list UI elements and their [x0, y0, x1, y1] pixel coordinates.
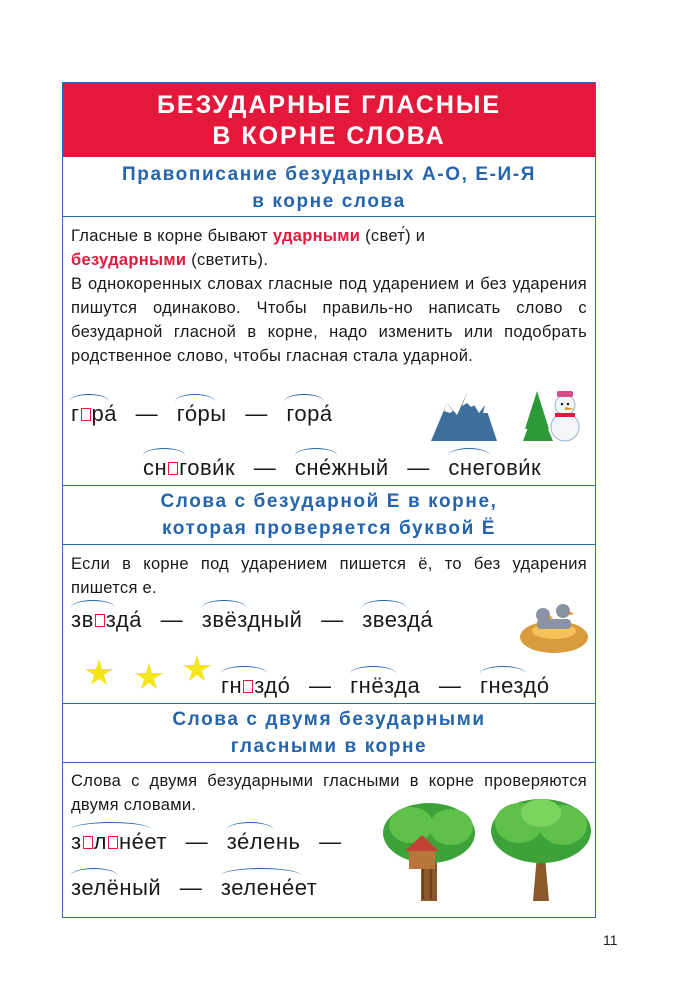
dash: —: [309, 673, 332, 698]
example-word: зелене́ет: [221, 875, 317, 901]
section1-paragraph-1: [71, 224, 587, 272]
section1-title-line-2: в корне слова: [252, 191, 406, 212]
example-word: з л неет: [71, 829, 167, 855]
dash: —: [135, 401, 159, 426]
divider: [63, 485, 595, 486]
divider: [63, 216, 595, 217]
highlight-unstressed: безударными: [71, 251, 187, 269]
section3-title: [63, 706, 595, 760]
example-snegovik: [143, 455, 541, 481]
section3-title-line-1: Слова с двумя безударными: [172, 709, 486, 730]
example-word: г ра: [71, 401, 117, 427]
dash: —: [438, 673, 462, 698]
dash: —: [321, 607, 344, 632]
section1-title-line-1: Правописание безударных А-О, Е-И-Я: [122, 164, 536, 185]
stars-icon: [85, 655, 215, 695]
example-word: зелёный: [71, 875, 161, 901]
section2-title-line-2: которая проверяется буквой Ё: [161, 518, 497, 539]
example-gnezdo: [221, 673, 550, 699]
section1-title: [63, 161, 595, 215]
text-run: (свет́) и: [360, 227, 426, 245]
example-word: сне́жный: [295, 455, 389, 481]
page-number: 11: [603, 932, 618, 948]
example-word: гора́: [286, 401, 332, 427]
dash: —: [160, 607, 184, 632]
section3-paragraph-1: Слова с двумя безударными гласными в корне проверяются двумя словами.: [71, 772, 587, 814]
dash: —: [245, 401, 268, 426]
example-word: сн говик: [143, 455, 235, 481]
section2-paragraph-1: Если в корне под ударением пишется ё, то без ударения пишется е.: [71, 555, 587, 597]
dash: —: [407, 455, 430, 480]
title-line-2: В КОРНЕ СЛОВА: [212, 122, 446, 150]
divider: [63, 703, 595, 704]
example-gora: [71, 401, 333, 427]
missing-letter-box: [243, 680, 253, 693]
example-word: гнездо́: [480, 673, 550, 699]
snowman-icon: [525, 383, 587, 443]
example-zvezda: [71, 607, 433, 633]
missing-letter-box: [168, 462, 178, 475]
dash: —: [253, 455, 277, 480]
dash: —: [179, 875, 203, 900]
example-zeleneet-2: [71, 875, 317, 901]
example-word: го́ры: [177, 401, 227, 427]
dash: —: [319, 829, 342, 854]
section3-title-line-2: гласными в корне: [230, 736, 428, 757]
section2-title-line-1: Слова с безударной Е в корне,: [160, 491, 498, 512]
example-word: звёздный: [202, 607, 303, 633]
example-word: зе́лень: [227, 829, 301, 855]
section1-paragraph-2: В однокоренных словах гласные под ударением и без ударения пишутся одинаково. Чтобы правиль-но написать слово с безударной гласной в корне, надо изменить или подобрать родственное слово, чтобы гласная стала ударной.: [71, 275, 587, 365]
tree-icon: [487, 795, 595, 901]
missing-letter-box: [108, 836, 118, 849]
rule-card: [62, 82, 596, 918]
nest-icon: [519, 597, 589, 653]
example-word: гн здо: [221, 673, 290, 699]
dash: —: [185, 829, 209, 854]
page-title: [63, 83, 595, 157]
mountains-icon: [431, 385, 497, 441]
example-word: снегови́к: [448, 455, 541, 481]
example-word: звезда́: [362, 607, 433, 633]
text-run: (светить).: [186, 251, 269, 269]
section2-title: [63, 488, 595, 542]
highlight-stressed: ударными: [272, 227, 361, 245]
divider: [63, 544, 595, 545]
title-line-1: БЕЗУДАРНЫЕ ГЛАСНЫЕ: [156, 91, 502, 119]
example-word: гнёзда: [350, 673, 420, 699]
example-word: зв зда: [71, 607, 142, 633]
section2-text: [71, 552, 587, 600]
section1-text: [71, 224, 587, 368]
divider: [63, 762, 595, 763]
missing-letter-box: [83, 836, 93, 849]
missing-letter-box: [95, 614, 105, 627]
text-run: Гласные в корне бывают: [71, 227, 273, 245]
missing-letter-box: [81, 408, 91, 421]
treehouse-icon: [375, 799, 485, 901]
example-zeleneet-1: [71, 829, 354, 855]
